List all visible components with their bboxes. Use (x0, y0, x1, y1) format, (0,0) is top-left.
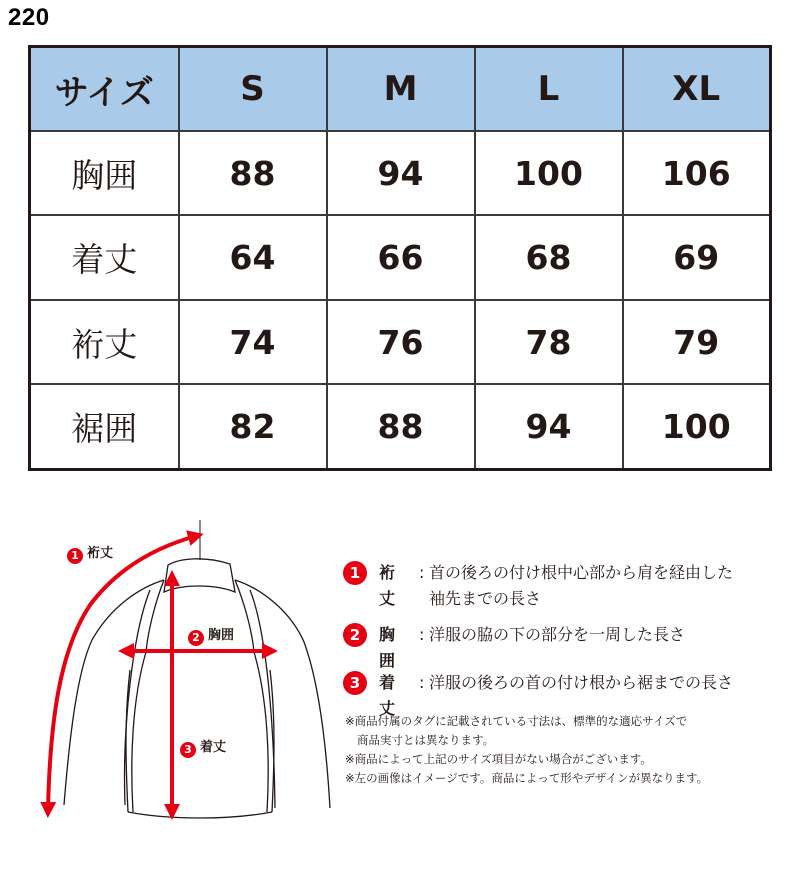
figure-label-sleeve: 1 裄丈 (67, 542, 113, 564)
figure-badge: 2 (188, 630, 204, 646)
figure-badge: 1 (67, 548, 83, 564)
table-cell: 94 (327, 131, 475, 215)
figure-badge: 3 (180, 742, 196, 758)
header-size-l: L (475, 47, 623, 132)
table-cell: 79 (623, 300, 771, 384)
row-label: 裄丈 (30, 300, 179, 384)
number-badge: 2 (343, 623, 367, 647)
header-size-m: M (327, 47, 475, 132)
jacket-illustration (30, 520, 340, 840)
note-line: ※左の画像はイメージです。商品によって形やデザインが異なります。 (345, 771, 709, 785)
number-badge: 3 (343, 671, 367, 695)
row-label: 胸囲 (30, 131, 179, 215)
definition-text: 首の後ろの付け根中心部から肩を経由した 袖先までの長さ (429, 563, 734, 608)
jacket-outline (64, 520, 330, 818)
table-row (30, 215, 771, 299)
table-row (30, 300, 771, 384)
table-cell: 88 (179, 131, 327, 215)
number-badge: 1 (343, 561, 367, 585)
table-cell: 76 (327, 300, 475, 384)
product-code: 220 (8, 4, 50, 31)
table-cell: 66 (327, 215, 475, 299)
note-line: 商品実寸とは異なります。 (357, 733, 495, 747)
note-line: ※商品付属のタグに記載されている寸法は、標準的な適応サイズで (345, 714, 688, 728)
table-cell: 69 (623, 215, 771, 299)
table-cell: 64 (179, 215, 327, 299)
definition-term: 着丈 (379, 673, 396, 718)
table-cell: 100 (623, 384, 771, 469)
table-cell: 78 (475, 300, 623, 384)
figure-label-chest: 2 胸囲 (188, 624, 234, 646)
definition-text: 洋服の後ろの首の付け根から裾までの長さ (429, 673, 734, 692)
header-size-label: サイズ (30, 47, 179, 132)
definition-term: 裄丈 (379, 563, 396, 608)
table-row (30, 131, 771, 215)
table-cell: 68 (475, 215, 623, 299)
figure-label-length: 3 着丈 (180, 736, 226, 758)
size-header-row (30, 47, 771, 132)
definition-term: 胸囲 (379, 625, 396, 670)
table-row (30, 384, 771, 469)
table-cell: 106 (623, 131, 771, 215)
table-cell: 100 (475, 131, 623, 215)
row-label: 裾囲 (30, 384, 179, 469)
table-cell: 74 (179, 300, 327, 384)
table-cell: 88 (327, 384, 475, 469)
row-label: 着丈 (30, 215, 179, 299)
header-size-xl: XL (623, 47, 771, 132)
header-size-s: S (179, 47, 327, 132)
table-cell: 82 (179, 384, 327, 469)
table-cell: 94 (475, 384, 623, 469)
note-line: ※商品によって上記のサイズ項目がない場合がございます。 (345, 752, 652, 766)
notes (345, 712, 790, 788)
measurement-figure (30, 520, 340, 840)
size-table (28, 45, 772, 471)
definition-text: 洋服の脇の下の部分を一周した長さ (429, 625, 686, 644)
